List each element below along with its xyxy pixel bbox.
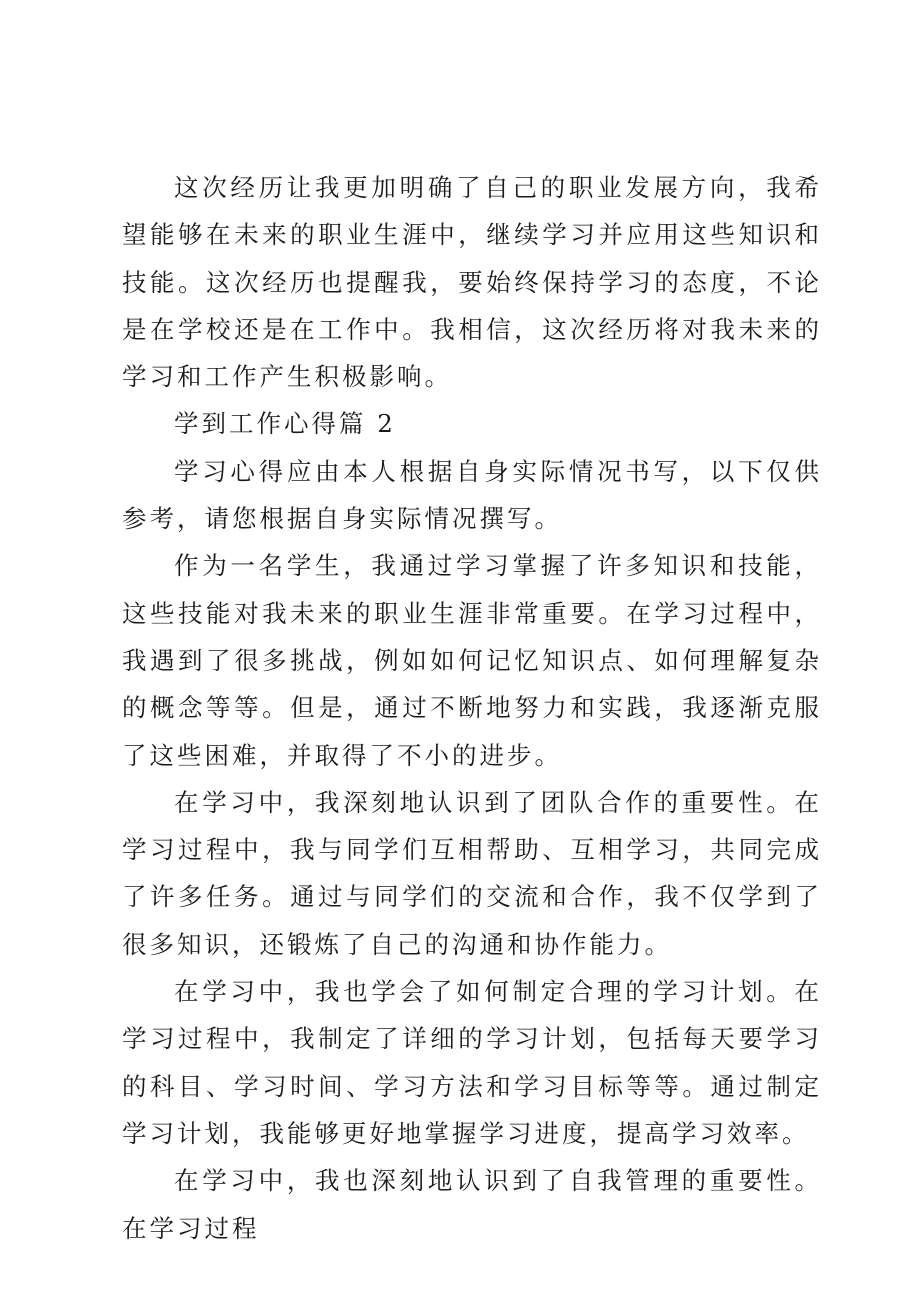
paragraph-career-direction: 这次经历让我更加明确了自己的职业发展方向，我希望能够在未来的职业生涯中，继续学习并应用这些知识和技能。这次经历也提醒我，要始终保持学习的态度，不论是在学校还是在工作中。我相信，这次经历将对我未来的学习和工作产生积极影响。 xyxy=(122,173,822,392)
section-heading: 学到工作心得篇 2 xyxy=(174,409,396,439)
paragraph-skills: 作为一名学生，我通过学习掌握了许多知识和技能，这些技能对我未来的职业生涯非常重要。在学习过程中，我遇到了很多挑战，例如如何记忆知识点、如何理解复杂的概念等等。但是，通过不断地努力和实践，我逐渐克服了这些困难，并取得了不小的进步。 xyxy=(122,551,822,770)
paragraph-study-plan: 在学习中，我也学会了如何制定合理的学习计划。在学习过程中，我制定了详细的学习计划，包括每天要学习的科目、学习时间、学习方法和学习目标等等。通过制定学习计划，我能够更好地掌握学习进度，提高学习效率。 xyxy=(122,977,822,1148)
paragraph-self-management: 在学习中，我也深刻地认识到了自我管理的重要性。在学习过程 xyxy=(122,1166,822,1243)
paragraph-disclaimer: 学习心得应由本人根据自身实际情况书写，以下仅供参考，请您根据自身实际情况撰写。 xyxy=(122,456,822,534)
document-page xyxy=(122,164,822,1252)
paragraph-teamwork: 在学习中，我深刻地认识到了团队合作的重要性。在学习过程中，我与同学们互相帮助、互相学习，共同完成了许多任务。通过与同学们的交流和合作，我不仅学到了很多知识，还锻炼了自己的沟通和协作能力。 xyxy=(122,787,822,959)
